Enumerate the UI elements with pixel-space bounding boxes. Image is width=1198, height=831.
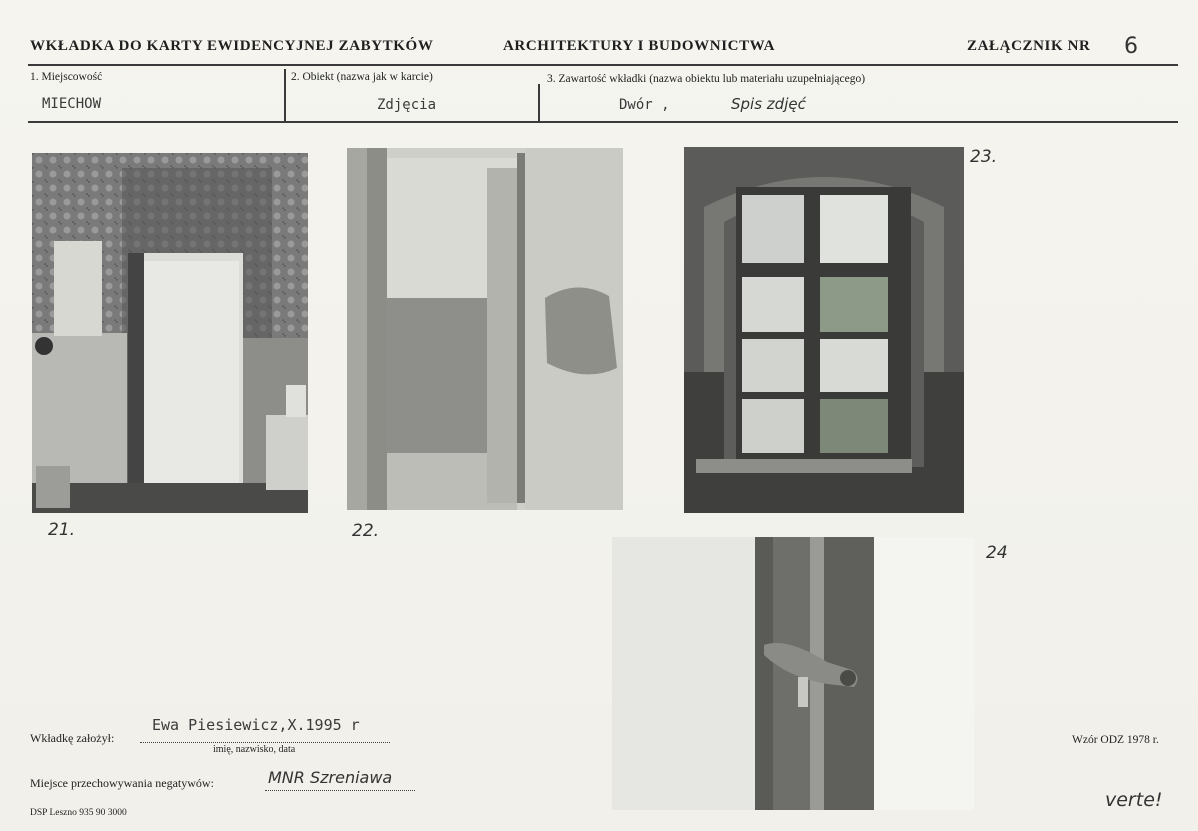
content-value: Dwór , [619, 97, 670, 113]
attachment-label: ZAŁĄCZNIK NR [967, 38, 1091, 54]
header-rule [28, 64, 1178, 66]
made-by-caption: imię, nazwisko, data [213, 744, 296, 755]
photo-23 [684, 147, 964, 513]
storage-line [265, 790, 415, 791]
field-divider [284, 69, 286, 121]
locality-value: MIECHOW [42, 96, 102, 112]
photo-21 [32, 153, 308, 513]
photo-22 [347, 148, 623, 510]
content-label: 3. Zawartość wkładki (nazwa obiektu lub materiału uzupełniającego) [547, 73, 866, 85]
template-info: Wzór ODZ 1978 r. [1072, 734, 1159, 746]
made-by-line [140, 742, 390, 743]
locality-label: 1. Miejscowość [30, 71, 103, 83]
card-title-continued: ARCHITEKTURY I BUDOWNICTWA [503, 38, 776, 54]
field-divider [538, 84, 540, 122]
object-value: Zdjęcia [377, 97, 437, 113]
print-info: DSP Leszno 935 90 3000 [30, 808, 127, 818]
storage-value: MNR Szreniawa [268, 768, 393, 787]
photo-24-number: 24 [986, 543, 1008, 563]
attachment-number: 6 [1124, 34, 1138, 59]
object-label: 2. Obiekt (nazwa jak w karcie) [291, 71, 433, 83]
made-by-value: Ewa Piesiewicz,X.1995 r [152, 716, 360, 734]
storage-label: Miejsce przechowywania negatywów: [30, 776, 214, 790]
fields-rule [28, 121, 1178, 123]
photo-22-number: 22. [352, 521, 380, 541]
photo-24 [612, 537, 974, 810]
made-by-label: Wkładkę założył: [30, 731, 115, 745]
verte-note: verte! [1105, 789, 1163, 811]
photo-23-number: 23. [970, 147, 998, 167]
card-title: WKŁADKA DO KARTY EWIDENCYJNEJ ZABYTKÓW [30, 38, 434, 54]
photo-21-number: 21. [48, 520, 76, 540]
content-value-handwritten: Spis zdjęć [731, 95, 806, 113]
